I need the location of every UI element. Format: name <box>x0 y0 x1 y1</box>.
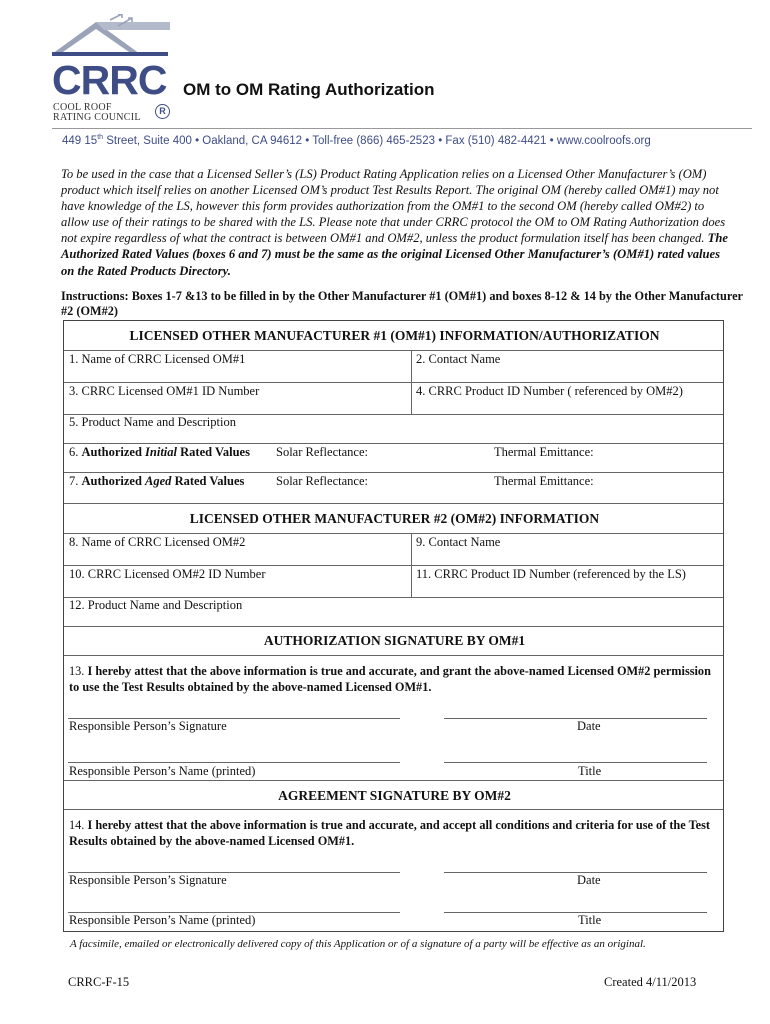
field-7-solar-reflectance: Solar Reflectance: <box>276 474 368 488</box>
om2-name-label: Responsible Person’s Name (printed) <box>69 913 256 927</box>
field-5-label: 5. Product Name and Description <box>69 415 236 429</box>
om2-signature-label: Responsible Person’s Signature <box>69 873 227 887</box>
field-6-solar-reflectance: Solar Reflectance: <box>276 445 368 459</box>
field-3-label: 3. CRRC Licensed OM#1 ID Number <box>69 384 260 398</box>
instructions: Instructions: Boxes 1-7 &13 to be filled in by the Other Manufacturer #1 (OM#1) and boxes 8-12 & 14 by the Other Manufacturer #2 (OM#2) <box>61 289 743 318</box>
field-8-label: 8. Name of CRRC Licensed OM#2 <box>69 535 246 549</box>
field-7-label: 7. Authorized Aged Rated Values <box>69 474 245 488</box>
registered-mark: R <box>155 104 170 119</box>
field-10-label: 10. CRRC Licensed OM#2 ID Number <box>69 567 266 581</box>
section3-heading: AUTHORIZATION SIGNATURE BY OM#1 <box>263 633 526 648</box>
om1-date-label: Date <box>577 719 601 733</box>
field-12-label: 12. Product Name and Description <box>69 598 243 612</box>
field-2-label: 2. Contact Name <box>416 352 501 366</box>
address-line: 449 15th Street, Suite 400 • Oakland, CA 94612 • Toll-free (866) 465-2523 • Fax (510) 482-4421 • www.coolroofs.org <box>62 134 651 147</box>
om2-title-label: Title <box>578 913 602 927</box>
form-number: CRRC-F-15 <box>68 975 130 989</box>
created-date: Created 4/11/2013 <box>604 975 697 989</box>
header-divider <box>52 128 752 129</box>
footnote: A facsimile, emailed or electronically delivered copy of this Application or of a signature of a party will be effective as an original. <box>70 938 646 950</box>
logo-line-2: RATING COUNCIL <box>53 112 141 123</box>
logo-letters: CRRC <box>52 57 167 103</box>
field-9-label: 9. Contact Name <box>416 535 501 549</box>
field-7-thermal-emittance: Thermal Emittance: <box>494 474 594 488</box>
om1-title-label: Title <box>578 764 602 778</box>
attestation-14: 14. I hereby attest that the above information is true and accurate, and accept all conditions and criteria for use of the Test Results obtained by the above-named Licensed OM#1. <box>69 818 710 848</box>
field-1-label: 1. Name of CRRC Licensed OM#1 <box>69 352 246 366</box>
section2-heading: LICENSED OTHER MANUFACTURER #2 (OM#2) INFORMATION <box>189 511 600 526</box>
om1-signature-label: Responsible Person’s Signature <box>69 719 227 733</box>
logo-line-1: COOL ROOF <box>53 102 112 113</box>
section1-heading: LICENSED OTHER MANUFACTURER #1 (OM#1) INFORMATION/AUTHORIZATION <box>129 328 660 343</box>
logo-arrow-icon <box>110 14 122 20</box>
section4-heading: AGREEMENT SIGNATURE BY OM#2 <box>278 788 511 803</box>
field-6-label: 6. Authorized Initial Rated Values <box>69 445 250 459</box>
page-title: OM to OM Rating Authorization <box>183 80 435 99</box>
field-6-thermal-emittance: Thermal Emittance: <box>494 445 594 459</box>
logo-chimney-bar <box>52 52 168 56</box>
intro-paragraph: To be used in the case that a Licensed Seller’s (LS) Product Rating Application relies on a Licensed Other Manufacturer’s (OM) product which itself relies on another Licensed OM’s product Test Results Report. The original OM (hereby called OM#1) may not have knowledge of the LS, however this form provides authorization from the OM#1 to the second OM (hereby called OM#2) to allow use of their ratings to be shared with the LS. Please note that under CRRC protocol the OM to OM Rating Authorization does not expire regardless of what the contract is between OM#1 and OM#2, unless the product formulation itself has been changed. The Authorized Rated Values (boxes 6 and 7) must be the same as the original Licensed Other Manufacturer’s (OM#1) rated values on the Rated Products Directory. <box>61 167 728 278</box>
om2-date-label: Date <box>577 873 601 887</box>
field-11-label: 11. CRRC Product ID Number (referenced by the LS) <box>416 567 686 581</box>
attestation-13: 13. I hereby attest that the above information is true and accurate, and grant the above-named Licensed OM#2 permission to use the Test Results obtained by the above-named Licensed OM#1. <box>69 664 711 694</box>
logo-roof-band <box>96 22 170 30</box>
field-4-label: 4. CRRC Product ID Number ( referenced by OM#2) <box>416 384 683 398</box>
om1-name-label: Responsible Person’s Name (printed) <box>69 764 256 778</box>
form-table <box>63 320 724 932</box>
